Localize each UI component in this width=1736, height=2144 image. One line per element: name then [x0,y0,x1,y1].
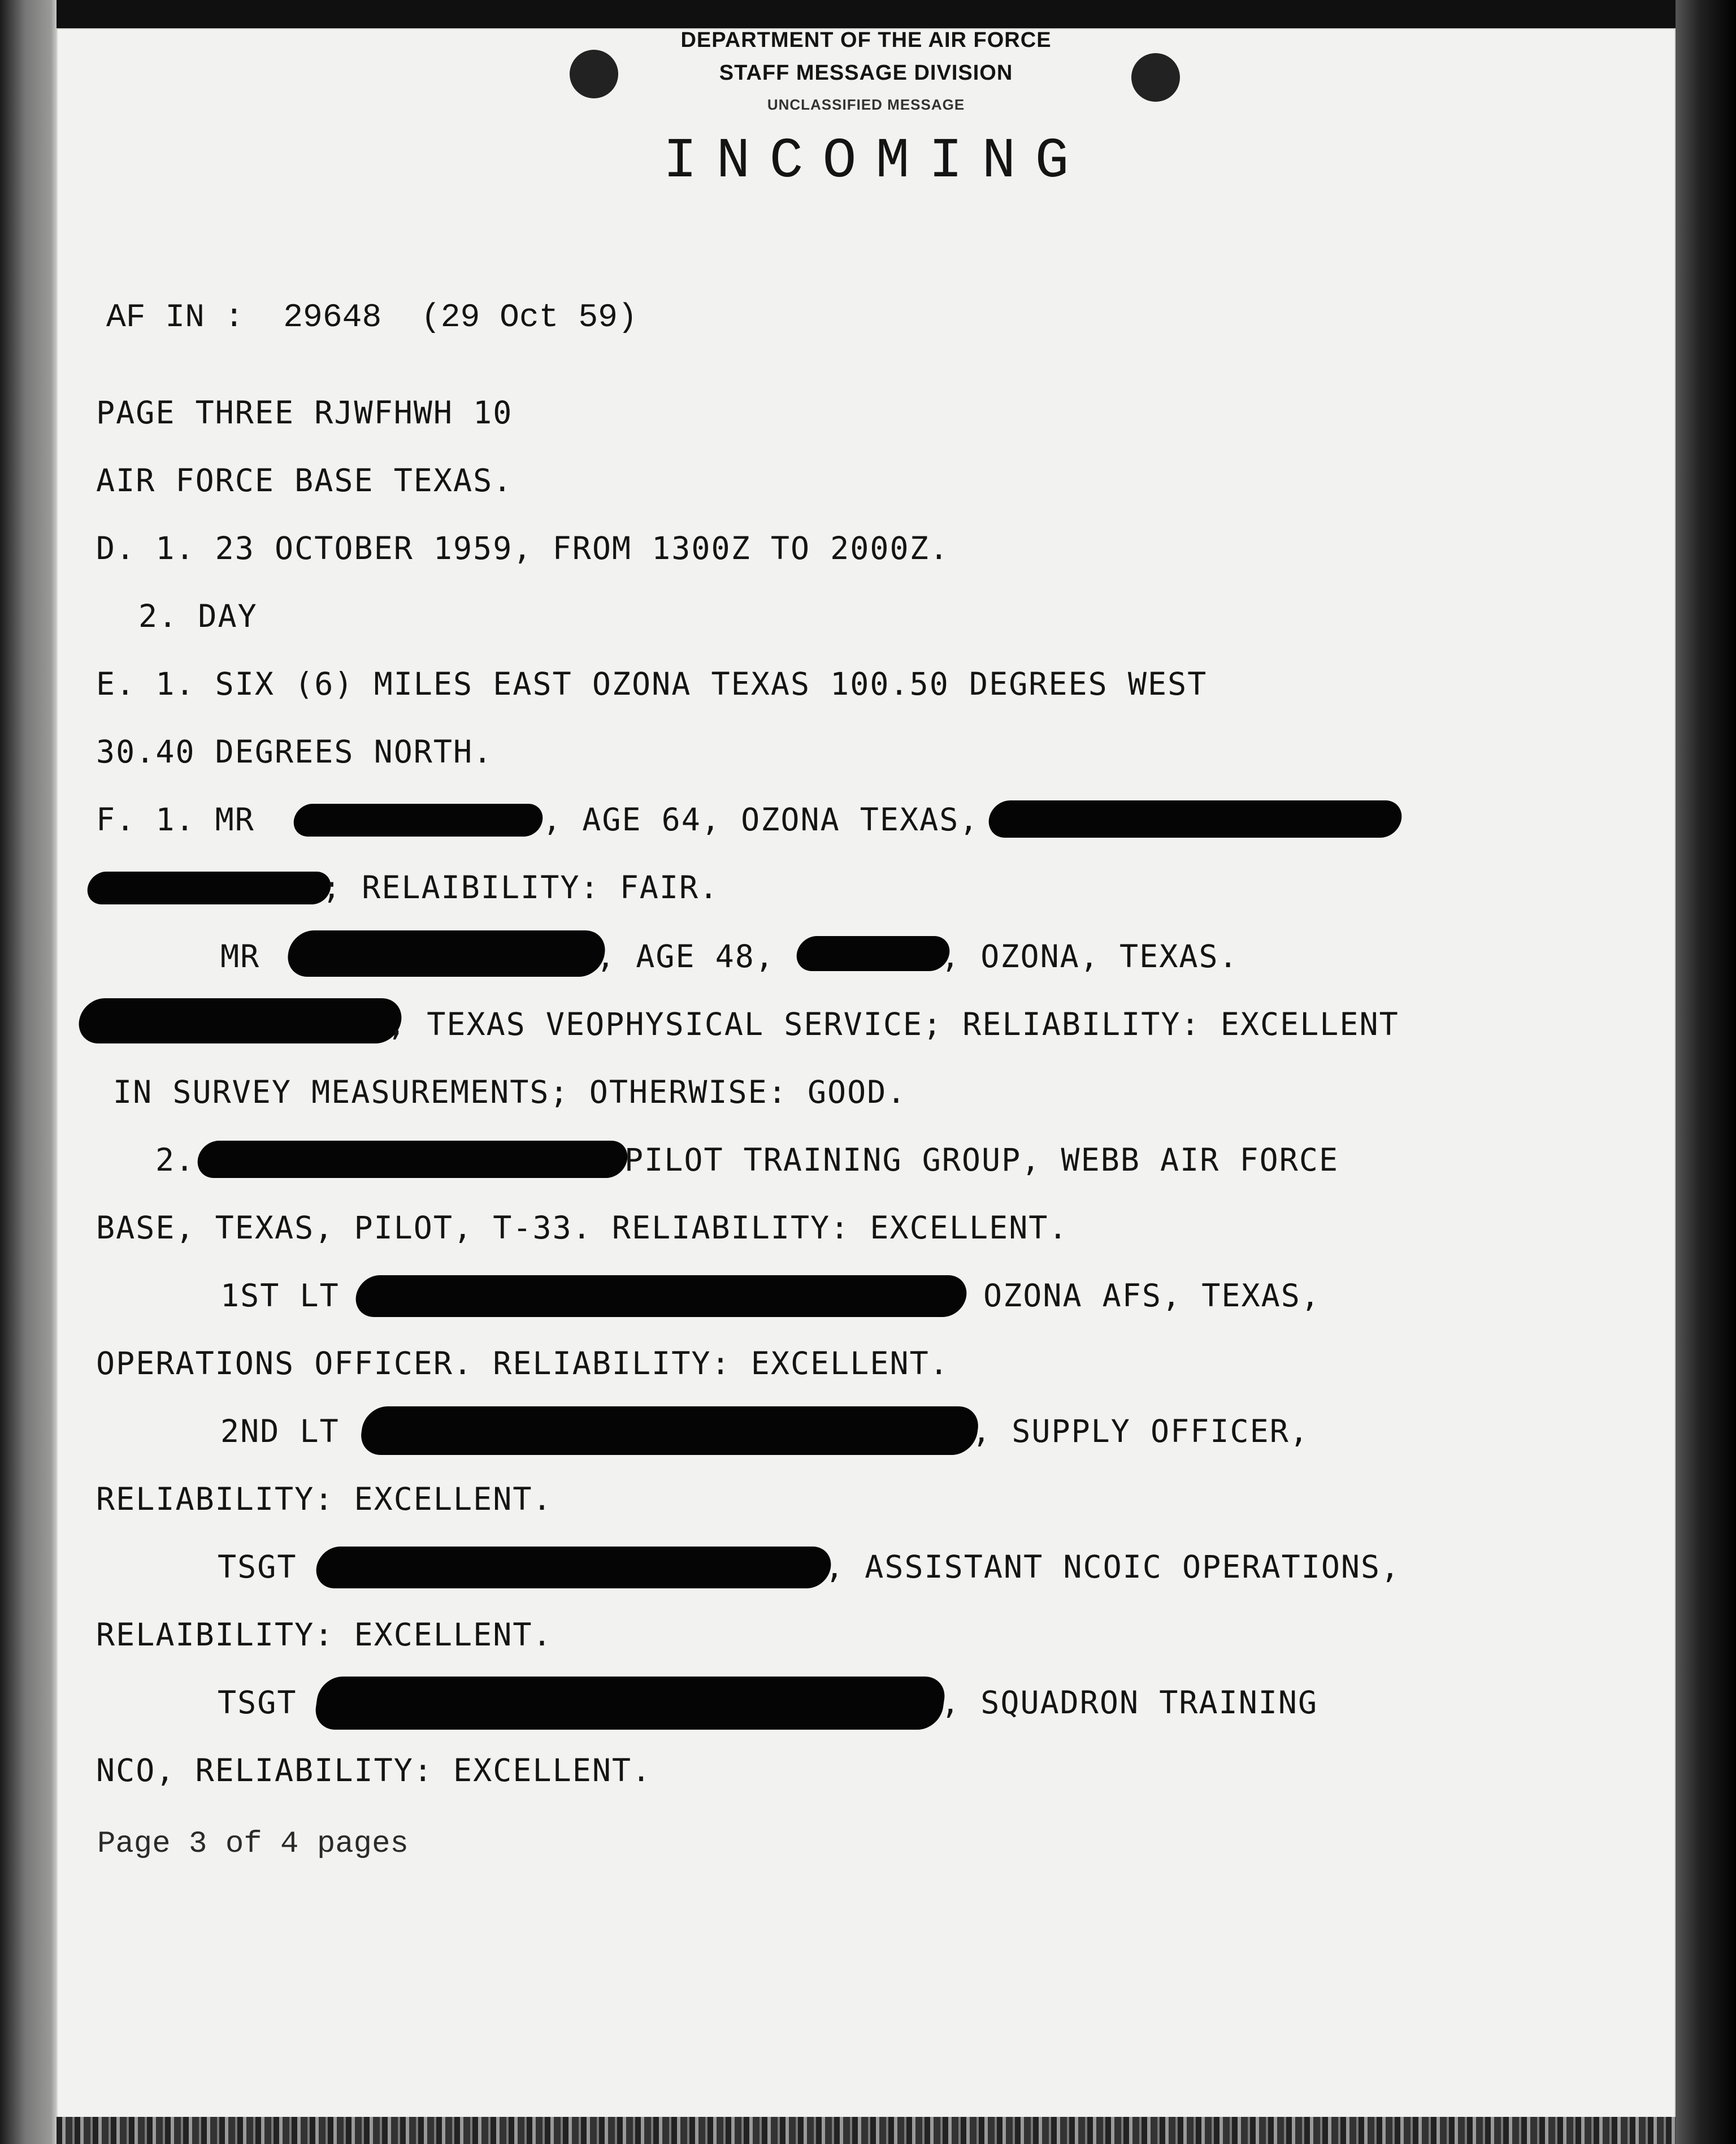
body-line-2: AIR FORCE BASE TEXAS. [96,462,513,499]
body-line-4: 2. DAY [138,598,258,634]
body-line-16-end: , SUPPLY OFFICER, [972,1413,1309,1449]
body-line-11: IN SURVEY MEASUREMENTS; OTHERWISE: GOOD. [113,1074,907,1110]
body-line-1: PAGE THREE RJWFHWH 10 [96,395,513,431]
body-line-20-start: TSGT [218,1684,297,1721]
redaction-mark [795,936,952,971]
body-line-14-start: 1ST LT [220,1277,340,1314]
redaction-mark [358,1406,981,1455]
body-line-15: OPERATIONS OFFICER. RELIABILITY: EXCELLENT. [96,1345,949,1381]
department-heading: DEPARTMENT OF THE AIR FORCE [680,28,1052,52]
body-line-3: D. 1. 23 OCTOBER 1959, FROM 1300Z TO 2000Z. [96,530,949,566]
classification-heading: UNCLASSIFIED MESSAGE [767,96,965,113]
body-line-6: 30.40 DEGREES NORTH. [96,734,493,770]
body-line-5: E. 1. SIX (6) MILES EAST OZONA TEXAS 100.50 DEGREES WEST [96,666,1208,702]
redaction-mark [353,1275,969,1317]
body-line-9-end: , OZONA, TEXAS. [941,938,1239,974]
document-page [57,28,1676,2120]
body-line-12-start: 2. [155,1142,196,1178]
body-line-19: RELAIBILITY: EXCELLENT. [96,1617,553,1653]
scan-left-edge [0,0,57,2144]
body-line-10: , TEXAS VEOPHYSICAL SERVICE; RELIABILITY: EXCELLENT [387,1006,1399,1042]
body-line-21: NCO, RELIABILITY: EXCELLENT. [96,1752,652,1788]
body-line-14-end: OZONA AFS, TEXAS, [983,1277,1321,1314]
body-line-18-end: , ASSISTANT NCOIC OPERATIONS, [825,1549,1401,1585]
division-heading: STAFF MESSAGE DIVISION [719,61,1013,85]
scan-right-edge [1676,0,1736,2144]
redaction-mark [986,800,1404,838]
redaction-mark [85,872,333,904]
body-line-16-start: 2ND LT [220,1413,340,1449]
redaction-mark [76,998,404,1043]
page-count: Page 3 of 4 pages [97,1827,409,1861]
redaction-mark [285,930,608,977]
message-reference: AF IN : 29648 (29 Oct 59) [106,300,637,336]
body-line-20-end: , SQUADRON TRAINING [941,1684,1318,1721]
body-line-9-start: MR [220,938,261,974]
body-line-18-start: TSGT [218,1549,297,1585]
body-line-8: ; RELAIBILITY: FAIR. [322,869,719,906]
body-line-13: BASE, TEXAS, PILOT, T-33. RELIABILITY: EXCELLENT. [96,1210,1069,1246]
body-line-12-end: PILOT TRAINING GROUP, WEBB AIR FORCE [624,1142,1339,1178]
redaction-mark [314,1547,834,1588]
body-line-7-end: , AGE 64, OZONA TEXAS, [542,802,979,838]
body-line-9-middle: , AGE 48, [596,938,775,974]
redaction-mark [195,1141,630,1178]
body-line-17: RELIABILITY: EXCELLENT. [96,1481,553,1517]
redaction-mark [292,804,545,837]
incoming-heading: INCOMING [663,130,1088,194]
body-line-7-start: F. 1. MR [96,802,255,838]
redaction-mark [313,1677,947,1730]
scan-bottom-edge [57,2117,1676,2144]
